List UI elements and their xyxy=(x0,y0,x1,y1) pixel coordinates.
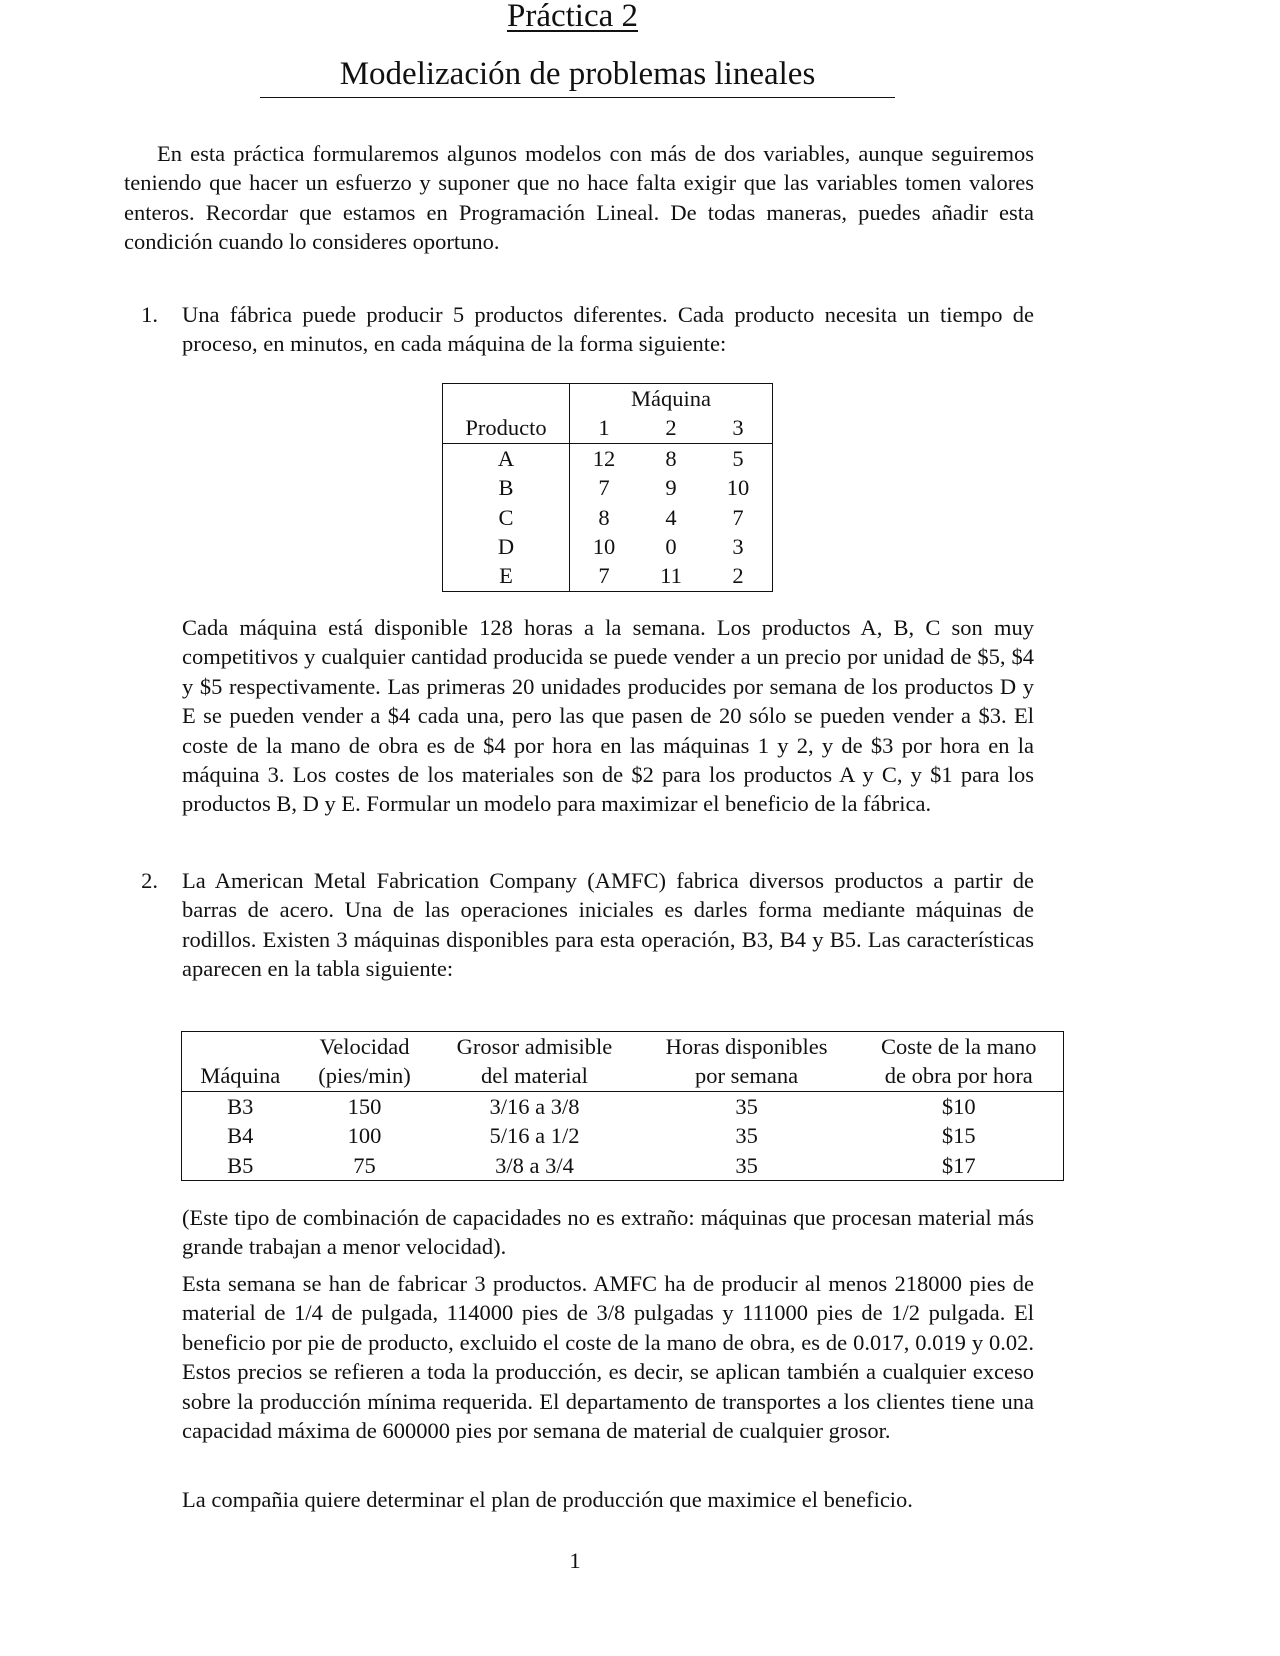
table-row xyxy=(182,1151,1064,1181)
table-row xyxy=(182,1121,1064,1150)
cell: 150 xyxy=(347,1093,382,1119)
time-cell: 5 xyxy=(732,445,744,471)
product-header: Producto xyxy=(443,413,570,443)
column-header: (pies/min) xyxy=(299,1061,431,1091)
problem-2-note: (Este tipo de combinación de capacidades no es extraño: máquinas que procesan material más grande trabajan a menor velocidad). xyxy=(182,1205,1034,1260)
cell: $10 xyxy=(941,1093,976,1119)
time-cell: 9 xyxy=(665,475,677,501)
machine-group-header: Máquina xyxy=(631,386,711,411)
machine-col-header: 2 xyxy=(638,413,704,443)
time-cell: 7 xyxy=(732,504,744,530)
column-header xyxy=(182,1032,299,1062)
cell: 3/16 a 3/8 xyxy=(489,1093,580,1119)
processing-time-table xyxy=(442,383,773,592)
problem-2-statement: La American Metal Fabrication Company (AMFC) fabrica diversos productos a partir de barras de acero. Una de las operaciones iniciales es darles forma mediante máquinas de rodillos. Existen 3 máquinas disponibles para esta operación, B3, B4 y B5. Las características aparecen en la tabla siguiente: xyxy=(182,868,1034,982)
column-header: Coste de la mano xyxy=(880,1034,1037,1059)
table-row xyxy=(443,532,773,561)
table-corner xyxy=(443,384,570,414)
column-header: Grosor admisible xyxy=(456,1034,613,1059)
machine-characteristics-table xyxy=(181,1031,1064,1181)
time-cell: 3 xyxy=(732,534,744,560)
cell: B3 xyxy=(227,1093,254,1119)
time-cell: 8 xyxy=(598,504,610,530)
cell: 5/16 a 1/2 xyxy=(489,1123,580,1149)
problem-1-number: 1. xyxy=(141,302,158,327)
table-row xyxy=(182,1091,1064,1121)
product-cell: A xyxy=(443,443,570,473)
problem-2-number: 2. xyxy=(141,868,158,893)
cell: 3/8 a 3/4 xyxy=(495,1152,574,1178)
cell: $15 xyxy=(941,1123,976,1149)
page-subtitle: Modelización de problemas lineales xyxy=(260,56,895,98)
column-header: Máquina xyxy=(182,1061,299,1091)
cell: 100 xyxy=(347,1123,382,1149)
intro-paragraph: En esta práctica formularemos algunos modelos con más de dos variables, aunque seguiremos teniendo que hacer un esfuerzo y suponer que no hace falta exigir que las variables tomen valores enteros. Recordar que estamos en Programación Lineal. De todas maneras, puedes añadir esta condición cuando lo consideres oportuno. xyxy=(124,141,1034,255)
problem-2-paragraph: Esta semana se han de fabricar 3 productos. AMFC ha de producir al menos 218000 pies de material de 1/4 de pulgada, 114000 pies de 3/8 pulgadas y 111000 pies de 1/2 pulgada. El beneficio por pie de producto, excluido el coste de la mano de obra, es de 0.017, 0.019 y 0.02. Estos precios se refieren a toda la producción, es decir, se aplican también a cualquier exceso sobre la producción mínima requerida. El departamento de transportes a los clientes tiene una capacidad máxima de 600000 pies por semana de material de cualquier grosor. xyxy=(182,1271,1034,1444)
product-cell: C xyxy=(443,503,570,532)
table-row xyxy=(443,443,773,473)
time-cell: 2 xyxy=(732,563,744,589)
time-cell: 12 xyxy=(592,445,616,471)
column-header: Horas disponibles xyxy=(665,1034,828,1059)
time-cell: 8 xyxy=(665,445,677,471)
column-header: de obra por hora xyxy=(855,1061,1064,1091)
page-title-text: Práctica 2 xyxy=(506,0,639,34)
time-cell: 0 xyxy=(665,534,677,560)
machine-col-header: 3 xyxy=(704,413,772,443)
column-header: del material xyxy=(430,1061,638,1091)
cell: 35 xyxy=(735,1093,758,1119)
cell: 75 xyxy=(353,1152,376,1178)
problem-1-statement: Una fábrica puede producir 5 productos diferentes. Cada producto necesita un tiempo de proceso, en minutos, en cada máquina de la forma siguiente: xyxy=(182,302,1034,357)
problem-1-details: Cada máquina está disponible 128 horas a la semana. Los productos A, B, C son muy competitivos y cualquier cantidad producida se puede vender a un precio por unidad de $5, $4 y $5 respectivamente. Las primeras 20 unidades producides por semana de los productos D y E se pueden vender a $4 cada una, pero las que pasen de 20 sólo se pueden vender a $3. El coste de la mano de obra es de $4 por hora en las máquinas 1 y 2, y de $3 por hora en la máquina 3. Los costes de los materiales son de $2 para los productos A y C, y $1 para los productos B, D y E. Formular un modelo para maximizar el beneficio de la fábrica. xyxy=(182,615,1034,817)
product-cell: D xyxy=(443,532,570,561)
machine-col-header: 1 xyxy=(570,413,638,443)
cell: B5 xyxy=(227,1152,254,1178)
time-cell: 11 xyxy=(660,563,682,589)
cell: B4 xyxy=(227,1123,254,1149)
product-cell: E xyxy=(443,561,570,591)
cell: 35 xyxy=(735,1152,758,1178)
problem-2-closing: La compañia quiere determinar el plan de producción que maximice el beneficio. xyxy=(182,1487,913,1512)
cell: $17 xyxy=(941,1152,976,1178)
column-header: por semana xyxy=(639,1061,855,1091)
time-cell: 4 xyxy=(665,504,677,530)
time-cell: 10 xyxy=(726,475,750,501)
time-cell: 7 xyxy=(598,475,610,501)
page-number: 1 xyxy=(569,1548,581,1573)
cell: 35 xyxy=(735,1123,758,1149)
column-header: Velocidad xyxy=(319,1034,410,1059)
table-row xyxy=(443,561,773,591)
product-cell: B xyxy=(443,473,570,502)
time-cell: 7 xyxy=(598,563,610,589)
page-title xyxy=(0,0,1145,35)
table-row xyxy=(443,503,773,532)
table-row xyxy=(443,473,773,502)
time-cell: 10 xyxy=(592,534,616,560)
